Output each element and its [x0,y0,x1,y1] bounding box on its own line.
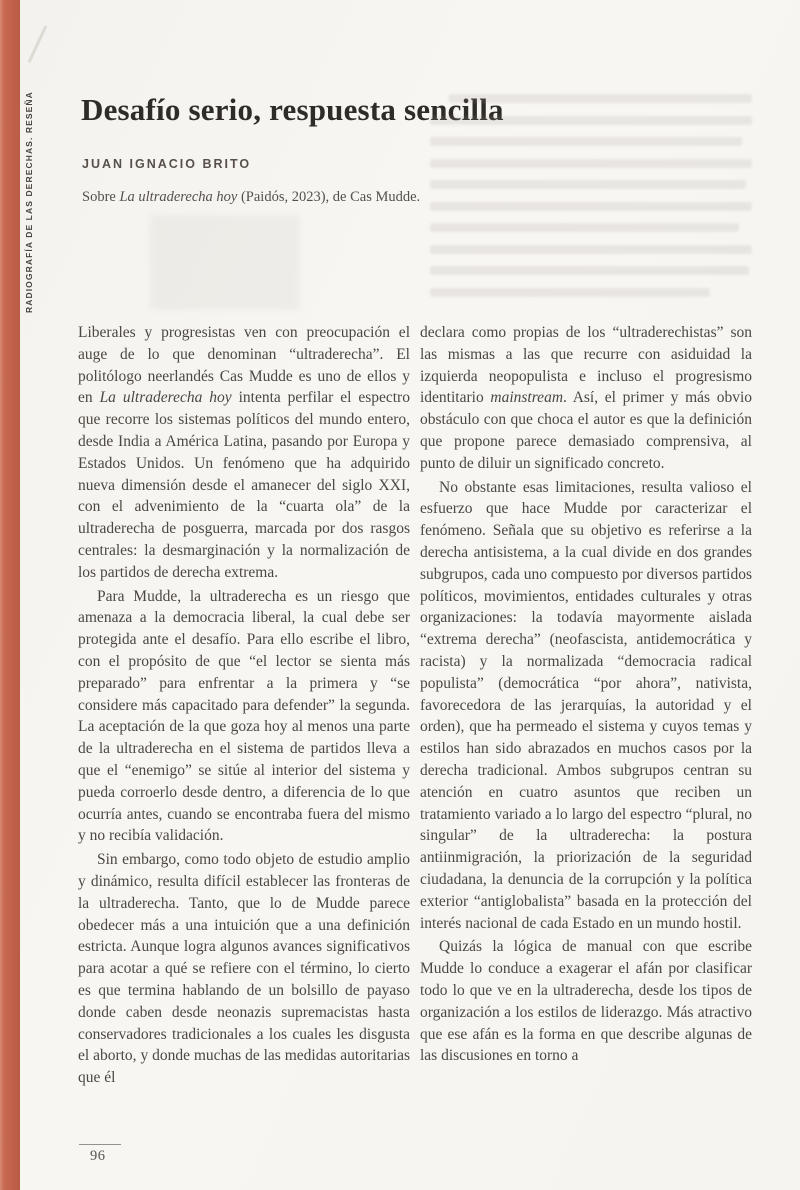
body-paragraph [420,477,752,935]
footer-rule [79,1144,121,1145]
body-paragraph [420,936,752,1067]
text-segment: . Así, el primer y más obvio obstáculo con que choca el autor es que la definición que propone parece demasiado comprensiva, al punto de diluir un significado concreto. [420,389,753,472]
section-label-vertical: RADIOGRAFÍA DE LAS DERECHAS. RESEÑA [24,91,34,313]
body-column-left [78,322,410,1089]
italic-text-segment: La ultraderecha hoy [99,389,232,407]
book-reference-suffix: (Paidós, 2023), de Cas Mudde. [237,189,421,205]
body-paragraph [420,322,752,475]
image-bleed-through [150,215,300,310]
text-segment: intenta perfilar el espectro que recorre los sistemas políticos del mundo entero, desde India a América Latina, pasando por Europa y Estados Unidos. Un fenómeno que ha adquirido nueva dimensión desde el amanecer del siglo XXI, con el advenimiento de la “cuarta ola” de la ultraderecha de posguerra, marcada por dos rasgos centrales: la desmarginación y la normalización de los partidos de derecha extrema. [78,389,410,581]
text-segment: Para Mudde, la ultraderecha es un riesgo que amenaza a la democracia liberal, la cual debe ser protegida ante el desafío. Para ello escribe el libro, con el propósito de que “el lector se sienta más preparado” para enfrentar a la primera y “se considere más capacitado para defender” la segunda. La aceptación de la que goza hoy al menos una parte de la ultraderecha en el sistema de partidos lleva a que el “enemigo” se sitúe al interior del sistema y pueda corroerlo desde dentro, a diferencia de lo que ocurría antes, cuando se encontraba fuera del mismo y no recibía validación. [78,587,410,845]
text-segment: Quizás la lógica de manual con que escribe Mudde lo conduce a exagerar el afán por clasificar todo lo que ve en la ultraderecha, desde los tipos de organización a los estilos de liderazgo. Más atractivo que ese afán es la forma en que describe algunas de las discusiones en torno a [420,938,752,1065]
body-paragraph [78,586,410,848]
article-title: Desafío serio, respuesta sencilla [81,92,504,127]
body-paragraph [78,849,410,1089]
text-segment: Liberales y progresistas ven con preocupación el auge de lo que denominan “ultraderecha”. El politólogo neerlandés Cas Mudde es uno de ellos y en [78,324,410,407]
body-paragraph [78,322,410,584]
body-column-right [420,322,752,1067]
text-segment: Sin embargo, como todo objeto de estudio amplio y dinámico, resulta difícil establecer las fronteras de la ultraderecha. Tanto, que lo de Mudde parece obedecer más a una intuición que a una definición estricta. Aunque logra algunos avances significativos para acotar a qué se refiere con el término, lo cierto es que termina hablando de un bolsillo de payaso donde caben desde neonazis supremacistas hasta conservadores tradicionales a los cuales les disgusta el aborto, y donde muchas de las medidas autoritarias que él [78,851,410,1087]
book-reference [82,189,420,206]
italic-text-segment: mainstream [490,389,564,407]
text-segment: declara como propias de los “ultraderechistas” son las mismas a las que recurre con asiduidad la izquierda neopopulista e incluso el progresismo identitario [420,324,752,407]
book-reference-title: La ultraderecha hoy [119,189,238,205]
book-reference-prefix: Sobre [82,189,120,205]
page-number: 96 [90,1148,106,1164]
text-segment: No obstante esas limitaciones, resulta valioso el esfuerzo que hace Mudde por caracterizar el fenómeno. Señala que su objetivo es referirse a la derecha antisistema, a la cual divide en dos grandes subgrupos, cada uno compuesto por diversos partidos políticos, movimientos, entidades culturales y otras organizaciones: la todavía mayormente aislada “extrema derecha” (neofascista, antidemocrática y racista) y la normalizada “democracia radical populista” (democrática “por ahora”, nativista, favorecedora de las jerarquías, la autoridad y el orden), que ha permeado el sistema y cuyos temas y estilos han sido abrazados en muchos casos por la derecha tradicional. Ambos subgrupos centran su atención en cuatro asuntos que reciben un tratamiento variado a lo largo del espectro “plural, no singular” de la ultraderecha: la postura antiinmigración, la priorización de la seguridad ciudadana, la denuncia de la corrupción y la política exterior “antiglobalista” basada en la protección del interés nacional de cada Estado en un mundo hostil. [420,478,752,932]
spine-color-bar [0,0,20,1190]
scan-artifact [28,25,48,63]
author-byline: JUAN IGNACIO BRITO [82,157,252,171]
